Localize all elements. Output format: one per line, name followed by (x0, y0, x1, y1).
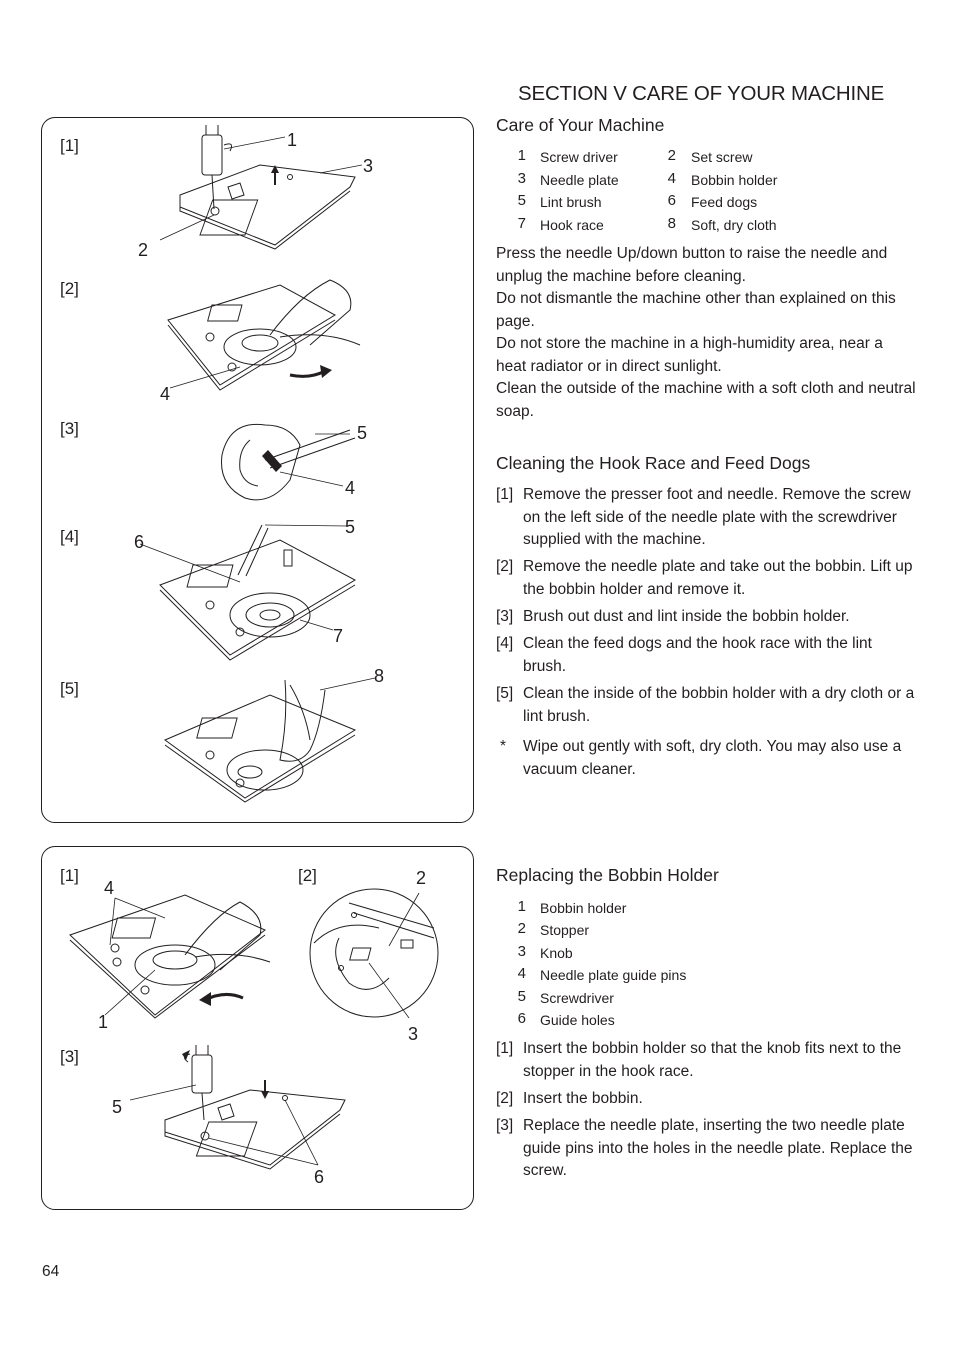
replace-figure-label-2: [2] (298, 866, 317, 885)
replace-figure-label-3: [3] (60, 1047, 79, 1066)
step-tag: [1] (496, 1040, 514, 1057)
step-tag: [1] (496, 486, 514, 503)
part-num: 1 (517, 147, 526, 164)
callout-2: 2 (138, 240, 149, 260)
step-tag: [2] (496, 1090, 514, 1107)
care-heading: Care of Your Machine (496, 115, 665, 135)
step-tag: [4] (496, 635, 514, 652)
figure-label-3: [3] (60, 419, 79, 438)
bobbin-holder-brush-illustration (210, 420, 360, 510)
step-tag: [3] (496, 608, 514, 625)
replace-callout-3: 3 (408, 1024, 419, 1044)
callout-7: 7 (333, 626, 344, 646)
part-label: Bobbin holder (691, 172, 778, 188)
part-num: 1 (517, 898, 526, 915)
wipe-dry-cloth-illustration (160, 670, 360, 800)
step-tag: [5] (496, 685, 514, 702)
step-text: Clean the feed dogs and the hook race with the lint brush. (523, 635, 872, 675)
part-label: Set screw (691, 149, 753, 165)
part-label: Screw driver (540, 149, 618, 165)
replace-needle-plate-illustration (120, 1050, 350, 1175)
page-number: 64 (42, 1263, 60, 1280)
part-label: Bobbin holder (540, 900, 627, 916)
callout-4b: 4 (345, 478, 356, 498)
part-num: 5 (517, 988, 526, 1005)
step-text: Remove the presser foot and needle. Remove the screw on the left side of the needle plate with the screwdriver supplied with the machine. (523, 486, 911, 548)
replace-callout-5: 5 (112, 1097, 123, 1117)
care-paragraph: Do not store the machine in a high-humidity area, near a heat radiator or in direct sunlight. (496, 335, 883, 375)
replace-callout-1: 1 (98, 1012, 109, 1032)
callout-1: 1 (287, 130, 298, 150)
callout-5b: 5 (345, 517, 356, 537)
replace-figure-label-1: [1] (60, 866, 79, 885)
care-paragraph: Press the needle Up/down button to raise the needle and unplug the machine before cleaning. (496, 245, 888, 285)
part-label: Guide holes (540, 1012, 615, 1028)
part-num: 3 (517, 943, 526, 960)
step-text: Clean the inside of the bobbin holder with a dry cloth or a lint brush. (523, 685, 915, 725)
callout-6: 6 (134, 532, 145, 552)
clean-feed-dogs-illustration (150, 520, 360, 660)
callout-4: 4 (160, 384, 171, 404)
lift-bobbin-holder-illustration (160, 275, 370, 395)
replace-callout-2: 2 (416, 868, 427, 888)
part-num: 4 (667, 170, 676, 187)
replacing-steps (496, 1038, 916, 1188)
part-num: 2 (517, 920, 526, 937)
step-text: Replace the needle plate, inserting the two needle plate guide pins into the holes in the needle plate. Replace the screw. (523, 1117, 913, 1179)
care-instructions (496, 243, 916, 423)
note-asterisk: * (500, 738, 507, 755)
replace-callout-4: 4 (104, 878, 115, 898)
needle-plate-screwdriver-illustration (140, 125, 380, 265)
part-num: 3 (517, 170, 526, 187)
insert-bobbin-holder-illustration (65, 890, 275, 1020)
section-title: SECTION V CARE OF YOUR MACHINE (518, 82, 885, 105)
callout-8: 8 (374, 666, 385, 686)
care-parts-list (514, 147, 914, 242)
part-label: Knob (540, 945, 573, 961)
callout-3: 3 (363, 156, 374, 176)
figure-label-2: [2] (60, 279, 79, 298)
part-label: Needle plate (540, 172, 619, 188)
figure-label-1: [1] (60, 136, 79, 155)
part-label: Stopper (540, 922, 590, 938)
step-tag: [3] (496, 1117, 514, 1134)
part-num: 5 (517, 192, 526, 209)
replacing-parts-list (514, 898, 814, 1033)
replacing-heading: Replacing the Bobbin Holder (496, 865, 719, 885)
step-text: Insert the bobbin. (523, 1090, 643, 1107)
part-num: 7 (517, 215, 526, 232)
figure-label-4: [4] (60, 527, 79, 546)
part-num: 8 (667, 215, 676, 232)
step-text: Remove the needle plate and take out the bobbin. Lift up the bobbin holder and remove it. (523, 558, 913, 598)
part-num: 6 (667, 192, 676, 209)
callout-5: 5 (357, 423, 368, 443)
part-label: Feed dogs (691, 194, 758, 210)
cleaning-heading: Cleaning the Hook Race and Feed Dogs (496, 453, 811, 473)
care-paragraph: Clean the outside of the machine with a soft cloth and neutral soap. (496, 380, 916, 420)
step-text: Insert the bobbin holder so that the knob fits next to the stopper in the hook race. (523, 1040, 902, 1080)
step-tag: [2] (496, 558, 514, 575)
cleaning-steps (496, 484, 916, 784)
part-label: Lint brush (540, 194, 602, 210)
stopper-knob-closeup-illustration (309, 888, 439, 1018)
part-num: 4 (517, 965, 526, 982)
replace-callout-6: 6 (314, 1167, 325, 1187)
note-text: Wipe out gently with soft, dry cloth. You may also use a vacuum cleaner. (523, 738, 902, 778)
part-label: Needle plate guide pins (540, 967, 687, 983)
step-text: Brush out dust and lint inside the bobbin holder. (523, 608, 850, 625)
part-num: 6 (517, 1010, 526, 1027)
part-num: 2 (667, 147, 676, 164)
part-label: Screwdriver (540, 990, 614, 1006)
care-paragraph: Do not dismantle the machine other than explained on this page. (496, 290, 896, 330)
figure-label-5: [5] (60, 679, 79, 698)
part-label: Soft, dry cloth (691, 217, 777, 233)
part-label: Hook race (540, 217, 604, 233)
